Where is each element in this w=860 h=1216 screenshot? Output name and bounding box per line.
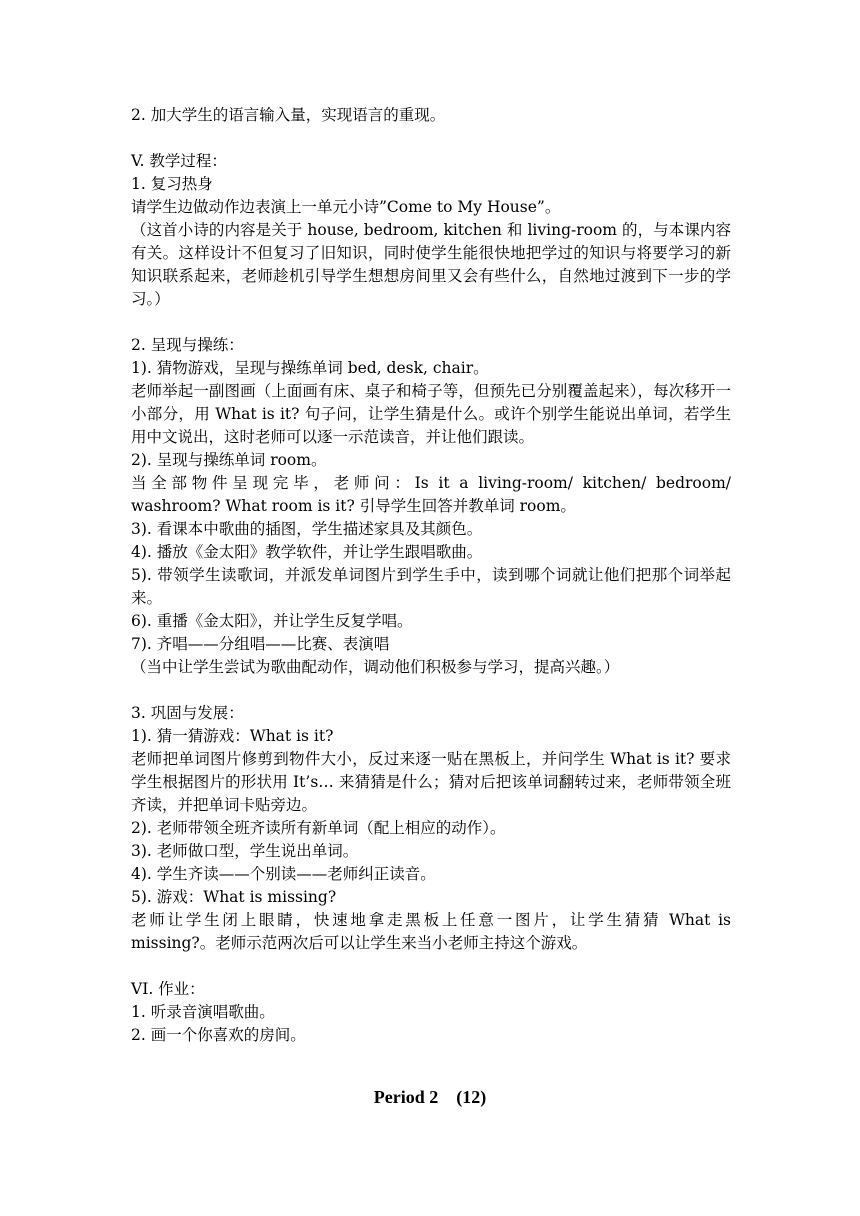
presentation-item-2-desc: 当全部物件呈现完毕，老师问：Is it a living-room/ kitchen/ bedroom/ washroom? What room is it? 引导学生回答并教单词 room。 (131, 474, 731, 515)
consolidation-item-4: 4). 学生齐读——个别读——老师纠正读音。 (131, 865, 436, 883)
consolidation-item-3: 3). 老师做口型，学生说出单词。 (131, 842, 359, 860)
spacer (131, 311, 731, 334)
section-title-homework: VI. 作业： (131, 980, 205, 998)
step-warmup-text: 请学生边做动作边表演上一单元小诗”Come to My House”。 (131, 198, 561, 216)
presentation-item-6: 6). 重播《金太阳》，并让学生反复学唱。 (131, 612, 413, 630)
step-warmup-note: （这首小诗的内容是关于 house, bedroom, kitchen 和 living-room 的，与本课内容有关。这样设计不但复习了旧知识，同时使学生能很快地把学过的知识与将要学习的新知识联系起来，老师趁机引导学生想想房间里又会有些什么，自然地过渡到下一步的学习。） (131, 221, 731, 308)
spacer (131, 679, 731, 702)
step-title-warmup: 1. 复习热身 (131, 175, 213, 193)
step-title-presentation: 2. 呈现与操练： (131, 336, 244, 354)
homework-item-1: 1. 听录音演唱歌曲。 (131, 1003, 275, 1021)
consolidation-item-5: 5). 游戏：What is missing? (131, 888, 337, 906)
consolidation-item-2: 2). 老师带领全班齐读所有新单词（配上相应的动作）。 (131, 819, 506, 837)
presentation-item-1: 1). 猜物游戏，呈现与操练单词 bed, desk, chair。 (131, 359, 489, 377)
presentation-item-1-desc: 老师举起一副图画（上面画有床、桌子和椅子等，但预先已分别覆盖起来），每次移开一小部分，用 What is it? 句子问，让学生猜是什么。或许个别学生能说出单词，若学生用中文说出，这时老师可以逐一示范读音，并让他们跟读。 (131, 382, 731, 446)
presentation-item-5: 5). 带领学生读歌词，并派发单词图片到学生手中，读到哪个词就让他们把那个词举起来。 (131, 566, 731, 607)
section-title-teaching-process: V. 教学过程： (131, 152, 227, 170)
consolidation-item-1: 1). 猜一猜游戏：What is it? (131, 727, 334, 745)
consolidation-item-1-desc: 老师把单词图片修剪到物件大小，反过来逐一贴在黑板上，并问学生 What is it? 要求学生根据图片的形状用 It’s… 来猜猜是什么；猜对后把该单词翻转过来，老师带领全班齐读，并把单词卡贴旁边。 (131, 750, 731, 814)
presentation-item-2: 2). 呈现与操练单词 room。 (131, 451, 327, 469)
step-title-consolidation: 3. 巩固与发展： (131, 704, 244, 722)
consolidation-item-5-desc: 老师让学生闭上眼睛，快速地拿走黑板上任意一图片，让学生猜猜 What is missing?。老师示范两次后可以让学生来当小老师主持这个游戏。 (131, 911, 731, 952)
document-body (131, 104, 731, 1047)
spacer (131, 127, 731, 150)
presentation-note: （当中让学生尝试为歌曲配动作，调动他们积极参与学习，提高兴趣。） (131, 658, 620, 676)
spacer (131, 955, 731, 978)
goal-item-2: 2. 加大学生的语言输入量，实现语言的重现。 (131, 106, 446, 124)
period-heading: Period 2 (12) (373, 1087, 487, 1107)
presentation-item-7: 7). 齐唱——分组唱——比赛、表演唱 (131, 635, 390, 653)
homework-item-2: 2. 画一个你喜欢的房间。 (131, 1026, 306, 1044)
presentation-item-3: 3). 看课本中歌曲的插图，学生描述家具及其颜色。 (131, 520, 483, 538)
presentation-item-4: 4). 播放《金太阳》教学软件，并让学生跟唱歌曲。 (131, 543, 483, 561)
